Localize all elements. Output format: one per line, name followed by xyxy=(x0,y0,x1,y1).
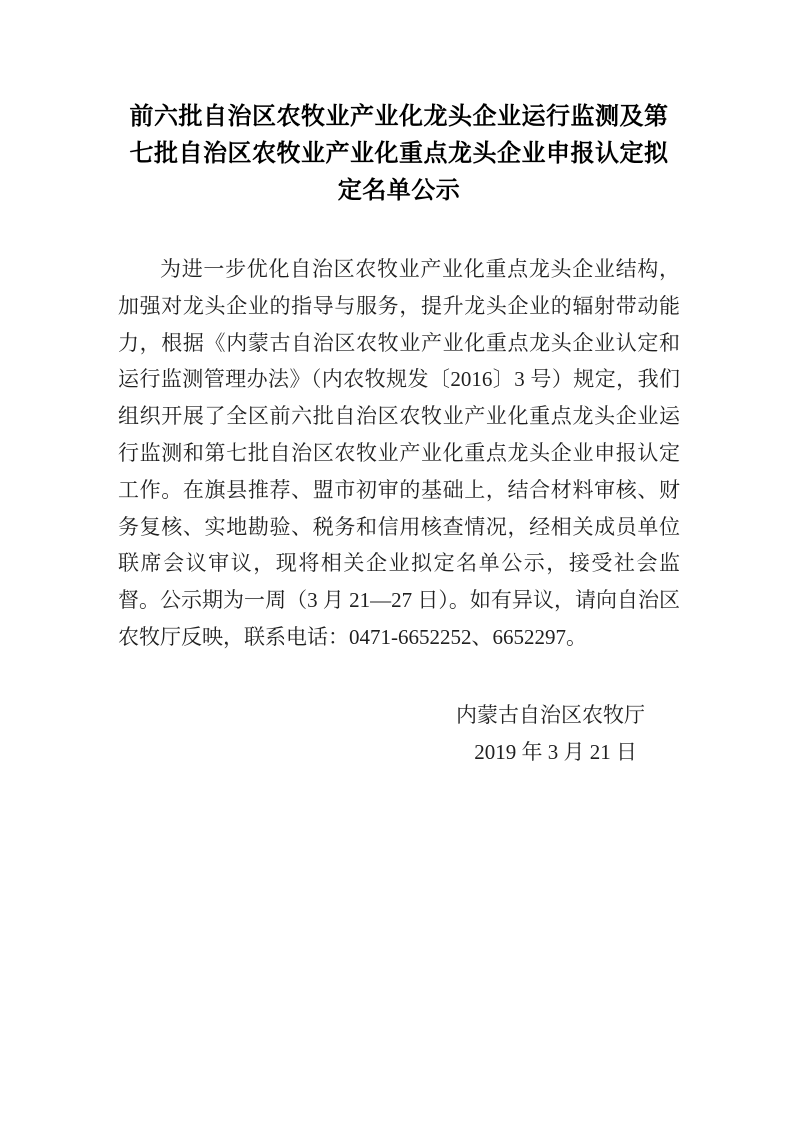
signature-organization: 内蒙古自治区农牧厅 xyxy=(456,702,645,727)
signature-date: 2019 年 3 月 21 日 xyxy=(474,739,637,764)
signature-block xyxy=(118,697,680,771)
document-title: 前六批自治区农牧业产业化龙头企业运行监测及第七批自治区农牧业产业化重点龙头企业申报认定拟定名单公示 xyxy=(129,103,669,204)
body-paragraph: 为进一步优化自治区农牧业产业化重点龙头企业结构，加强对龙头企业的指导与服务，提升龙头企业的辐射带动能力，根据《内蒙古自治区农牧业产业化重点龙头企业认定和运行监测管理办法》（内农牧规发〔2016〕3 号）规定，我们组织开展了全区前六批自治区农牧业产业化重点龙头企业运行监测和第七批自治区农牧业产业化重点龙头企业申报认定工作。在旗县推荐、盟市初审的基础上，结合材料审核、财务复核、实地勘验、税务和信用核查情况，经相关成员单位联席会议审议，现将相关企业拟定名单公示，接受社会监督。公示期为一周（3 月 21—27 日）。如有异议，请向自治区农牧厅反映，联系电话：0471-6652252、6652297。 xyxy=(118,257,680,649)
